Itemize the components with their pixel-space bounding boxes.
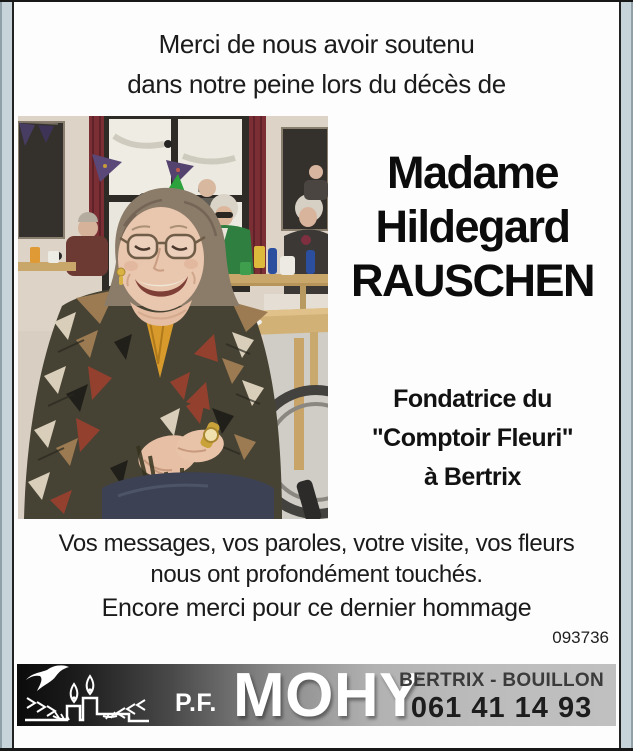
intro-line-1: Merci de nous avoir soutenu — [158, 29, 475, 59]
thanks-final-line: Encore merci pour ce dernier hommage — [101, 594, 532, 622]
deceased-first-name: Hildegard — [375, 201, 570, 252]
deceased-photo — [18, 116, 328, 519]
thanks-text — [14, 528, 619, 590]
gold-earring — [117, 268, 125, 276]
intro-text — [14, 24, 619, 104]
scan-edge-top — [0, 0, 633, 2]
dove-icon — [26, 665, 69, 691]
company-name: MOHY — [233, 661, 421, 730]
thanks-line-2: nous ont profondément touchés. — [150, 561, 483, 588]
deceased-last-name: RAUSCHEN — [350, 255, 594, 306]
company-prefix: P.F. — [175, 689, 217, 717]
lap — [102, 472, 274, 519]
thanks-line-1: Vos messages, vos paroles, votre visite, vos fleurs — [58, 530, 575, 557]
deceased-title: Madame — [386, 147, 559, 198]
candle-stand-icon — [25, 698, 149, 721]
phone-number: 061 41 14 93 — [410, 692, 593, 724]
reference-number: 093736 — [552, 628, 609, 647]
deceased-role — [330, 380, 615, 497]
locations-text: BERTRIX - BOUILLON — [399, 670, 604, 691]
memorial-notice — [12, 0, 621, 751]
scan-edge-left — [0, 0, 2, 751]
role-line-3: à Bertrix — [424, 463, 521, 491]
role-line-1: Fondatrice du — [393, 385, 552, 413]
funeral-home-logo — [17, 664, 169, 726]
laurel-branch-right-icon — [103, 700, 145, 719]
contact-block — [399, 669, 604, 724]
laurel-branch-left-icon — [27, 698, 69, 720]
role-line-2: "Comptoir Fleuri" — [371, 424, 574, 452]
deceased-name — [330, 146, 615, 308]
intro-line-2: dans notre peine lors du décès de — [127, 69, 506, 99]
funeral-home-banner — [17, 661, 616, 730]
memorial-photo-illustration — [18, 116, 328, 519]
